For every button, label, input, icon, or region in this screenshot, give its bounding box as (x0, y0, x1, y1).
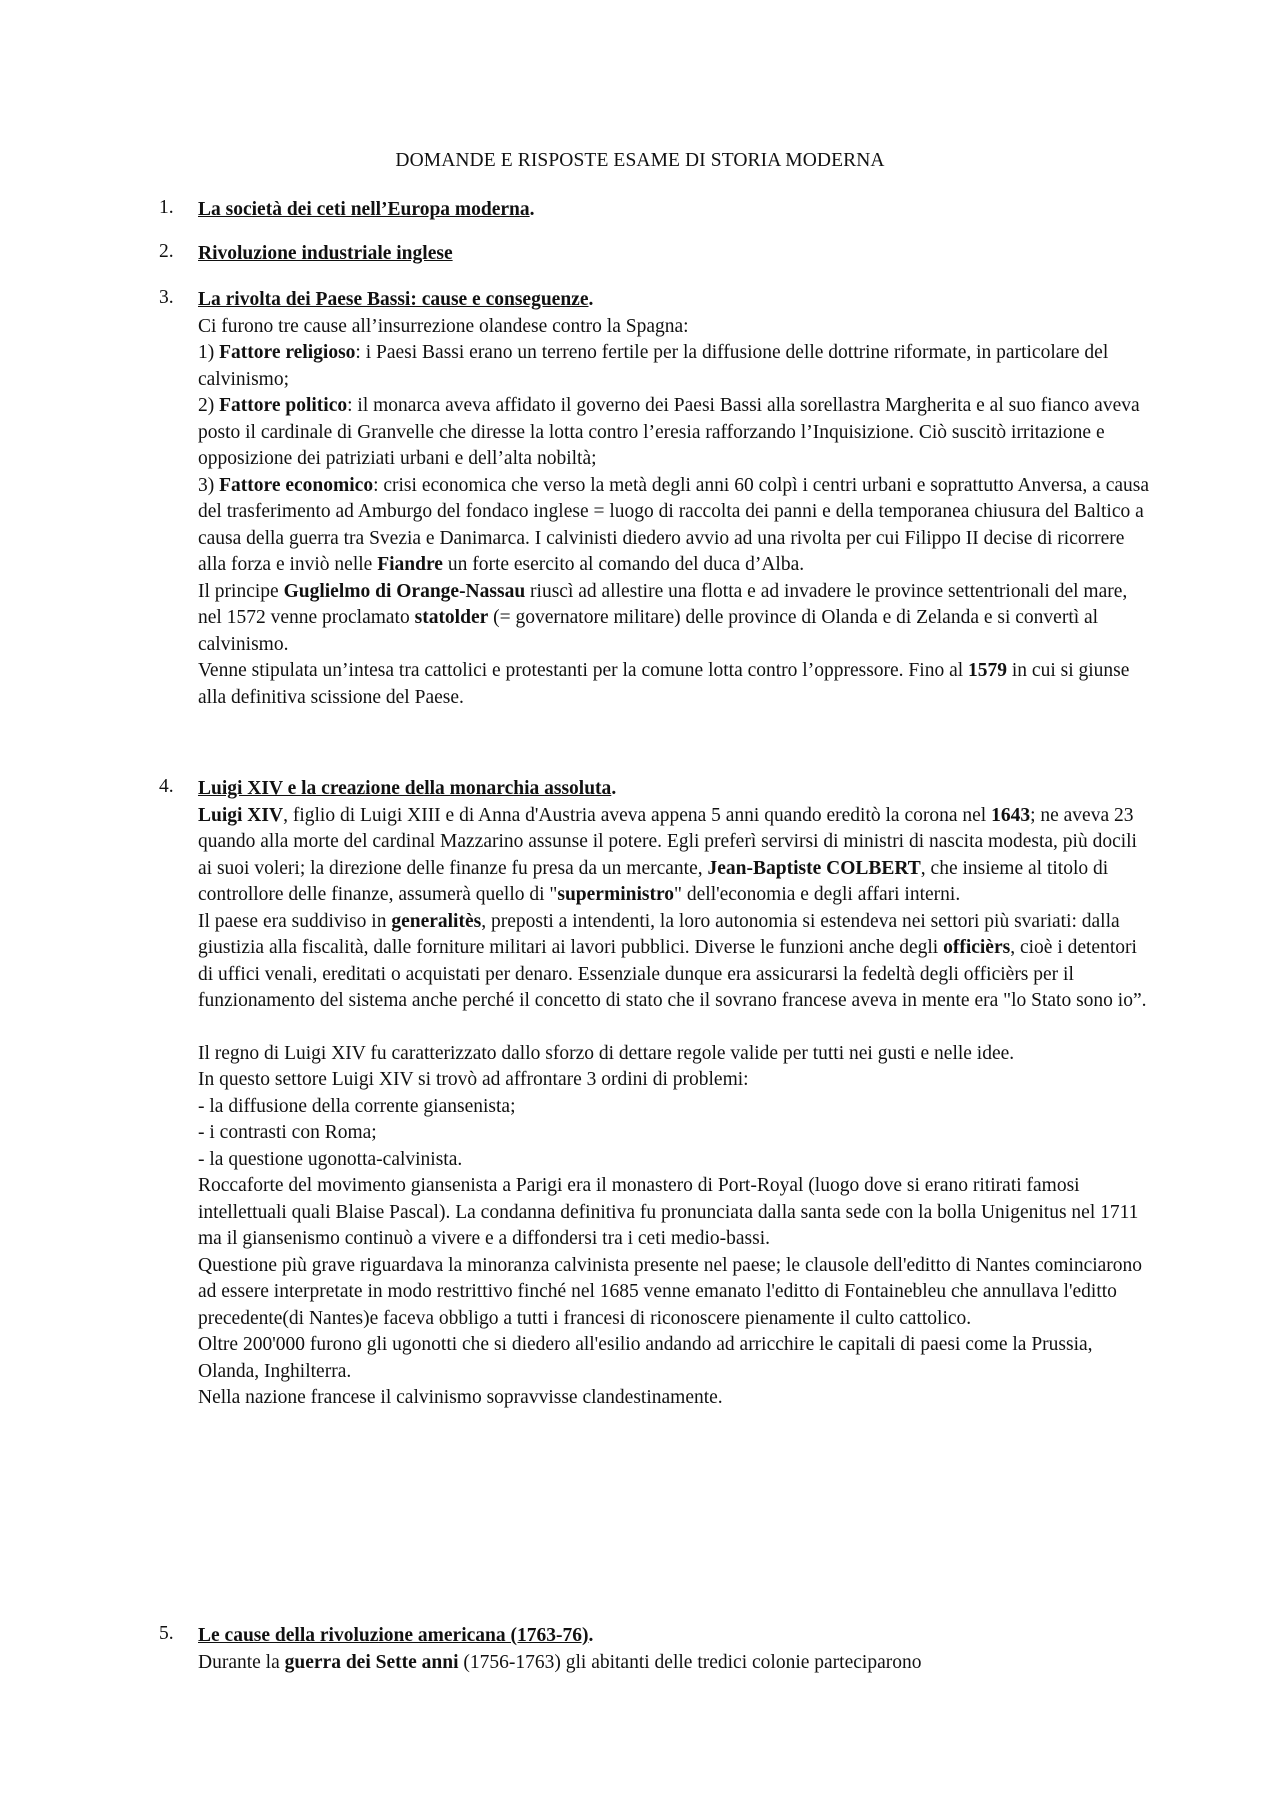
paragraph (198, 1650, 1149, 1677)
paragraph (198, 909, 1149, 1015)
heading-suffix: . (588, 289, 594, 310)
list-item-5 (159, 1623, 1149, 1676)
paragraph: Il regno di Luigi XIV fu caratterizzato dallo sforzo di dettare regole valide per tutti nei gusti e nelle idee. (198, 1042, 1015, 1064)
item-heading: La società dei ceti nell’Europa moderna (198, 199, 530, 220)
bold-text: generalitès (391, 910, 482, 932)
document-title: DOMANDE E RISPOSTE ESAME DI STORIA MODERNA (395, 150, 885, 171)
bold-text: statolder (414, 607, 489, 628)
text: in cui si giunse alla definitiva scissione del Paese. (198, 660, 1130, 708)
item-heading: Le cause della rivoluzione americana (1763-76) (198, 1625, 589, 1646)
item-number: 3. (159, 287, 174, 308)
text: " dell'economia e degli affari interni. (674, 884, 961, 905)
item-heading: La rivolta dei Paese Bassi: cause e conseguenze (198, 289, 589, 310)
paragraph: Roccaforte del movimento giansenista a Parigi era il monastero di Port-Royal (luogo dove si erano ritirati famosi intellettuali quali Blaise Pascal). La condanna definitiva fu pronunciata dalla santa sede con la bolla Unigenitus nel 1711 ma il giansenismo continuò a vivere e a diffondersi tra i ceti medio-bassi. (198, 1175, 1139, 1249)
list-line: - i contrasti con Roma; (198, 1122, 377, 1143)
text: Il principe (198, 580, 284, 602)
text: , che insieme al titolo di controllore delle finanze, assumerà quello di " (198, 857, 1109, 905)
paragraph: In questo settore Luigi XIV si trovò ad affrontare 3 ordini di problemi: (198, 1069, 749, 1090)
paragraph (198, 658, 1149, 711)
text: Venne stipulata un’intesa tra cattolici e protestanti per la comune lotta contro l’oppressore. Fino al (198, 660, 969, 681)
text: : il monarca aveva affidato il governo dei Paesi Bassi alla sorellastra Margherita e al suo fianco aveva posto il cardinale di Granvelle che diresse la lotta contro l’eresia rafforzando l’Inquisizione. Ciò suscitò irritazione e opposizione dei patriziati urbani e dell’alta nobiltà; (198, 395, 1140, 469)
item-heading: Rivoluzione industriale inglese (198, 243, 453, 264)
bold-text: officièrs (943, 937, 1011, 958)
heading-suffix: . (529, 199, 535, 220)
list-line: - la questione ugonotta-calvinista. (198, 1148, 463, 1170)
bold-text: Fattore politico (219, 395, 348, 416)
text: 3) (198, 474, 220, 496)
text: ; ne aveva 23 quando alla morte del cardinal Mazzarino assunse il potere. Egli preferì servirsi di ministri di nascita modesta, più docili ai suoi voleri; la direzione delle finanze fu presa da un mercante, (198, 804, 1137, 879)
bold-text: guerra dei Sette anni (284, 1651, 459, 1673)
text: 2) (198, 395, 220, 416)
text: (1756-1763) gli abitanti delle tredici colonie parteciparono (458, 1651, 922, 1673)
text: riuscì ad allestire una flotta e ad invadere le province settentrionali del mare, nel 1572 venne proclamato (198, 580, 1128, 628)
text: un forte esercito al comando del duca d’Alba. (442, 554, 805, 575)
paragraph (198, 340, 1149, 393)
bold-text: 1579 (968, 660, 1008, 681)
bold-text: 1643 (991, 804, 1031, 826)
paragraph (198, 579, 1149, 659)
text: Il paese era suddiviso in (198, 910, 392, 932)
bold-text: Jean-Baptiste COLBERT (707, 857, 921, 879)
paragraph: Questione più grave riguardava la minoranza calvinista presente nel paese; le clausole dell'editto di Nantes cominciarono ad essere interpretate in modo restrittivo finché nel 1685 venne emanato l'editto di Fontainebleu che annullava l'editto precedente(di Nantes)e faceva obbligo a tutti i francesi di riconoscere pienamente il culto cattolico. (198, 1254, 1143, 1329)
text: Durante la (198, 1651, 285, 1673)
list-item-3 (159, 287, 1149, 711)
paragraph (198, 393, 1149, 473)
list-item-2 (159, 241, 1149, 268)
paragraph: Nella nazione francese il calvinismo sopravvisse clandestinamente. (198, 1387, 723, 1408)
list-item-4 (159, 776, 1149, 1412)
list-item-1 (159, 197, 1149, 224)
text: : crisi economica che verso la metà degli anni 60 colpì i centri urbani e soprattutto Anversa, a causa del trasferimento ad Amburgo del fondaco inglese = luogo di raccolta dei panni e della temporanea chiusura del Baltico a causa della guerra tra Svezia e Danimarca. I calvinisti diedero avvio ad una rivolta per cui Filippo II decise di ricorrere alla forza e inviò nelle (198, 474, 1150, 575)
text: , preposti a intendenti, la loro autonomia si estendeva nei settori più svariati: dalla giustizia alla fiscalità, dalle forniture militari ai lavori pubblici. Diverse le funzioni anche degli (198, 910, 1120, 958)
bold-text: Fattore economico (219, 474, 374, 496)
bold-text: Fiandre (377, 554, 443, 575)
item-number: 1. (159, 197, 174, 218)
text: 1) (198, 342, 220, 363)
paragraph (198, 473, 1149, 579)
paragraph: Oltre 200'000 furono gli ugonotti che si diedero all'esilio andando ad arricchire le capitali di paesi come la Prussia, Olanda, Inghilterra. (198, 1334, 1093, 1382)
list-line: - la diffusione della corrente giansenista; (198, 1095, 516, 1117)
bold-text: superministro (557, 884, 675, 905)
item-number: 5. (159, 1623, 174, 1644)
text: (= governatore militare) delle province di Olanda e di Zelanda e si convertì al calvinismo. (198, 607, 1099, 655)
bold-text: Guglielmo di Orange-Nassau (283, 580, 526, 602)
paragraph: Ci furono tre cause all’insurrezione olandese contro la Spagna: (198, 315, 689, 337)
item-number: 4. (159, 776, 174, 797)
text: , figlio di Luigi XIII e di Anna d'Austria aveva appena 5 anni quando ereditò la corona nel (283, 804, 992, 826)
text: : i Paesi Bassi erano un terreno fertile per la diffusione delle dottrine riformate, in particolare del calvinismo; (198, 342, 1109, 390)
heading-suffix: . (588, 1625, 594, 1646)
paragraph-gap (198, 1015, 1149, 1041)
item-number: 2. (159, 241, 174, 262)
text: , cioè i detentori di uffici venali, ereditati o acquistati per denaro. Essenziale dunque era assicurarsi la fedeltà degli officièrs per il funzionamento del sistema anche perché il concetto di stato che il sovrano francese aveva in mente era "lo Stato sono io”. (198, 937, 1147, 1011)
bold-text: Luigi XIV (198, 804, 284, 826)
bold-text: Fattore religioso (219, 342, 356, 363)
item-heading: Luigi XIV e la creazione della monarchia assoluta (198, 778, 612, 799)
heading-suffix: . (611, 778, 617, 799)
paragraph (198, 803, 1149, 909)
